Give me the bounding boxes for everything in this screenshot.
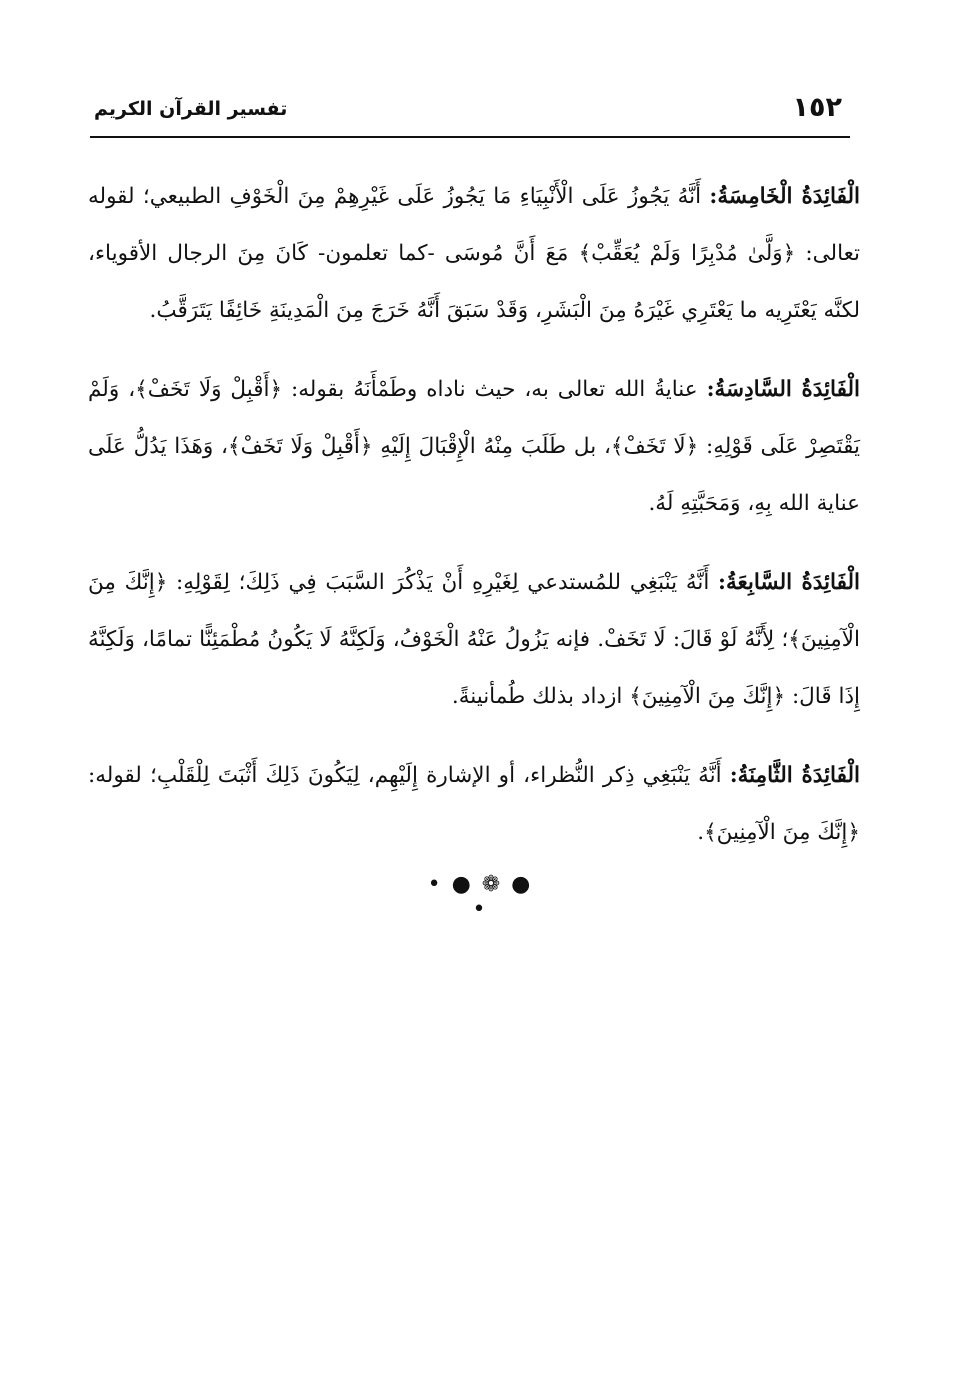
paragraph-seventh-benefit — [88, 554, 860, 725]
page-number: ١٥٢ — [792, 92, 842, 123]
paragraph-body: عنايةُ الله تعالى به، حيث ناداه وطَمْأَنَهُ بقوله: ﴿أَقْبِلْ وَلَا تَخَفْ﴾، وَلَمْ يَقْتَصِرْ عَلَى قَوْلِهِ: ﴿لَا تَخَفْ﴾، بل طَلَبَ مِنْهُ الْإِقْبَالَ إِلَيْهِ ﴿أَقْبِلْ وَلَا تَخَفْ﴾، وَهَذَا يَدُلُّ عَلَى عناية الله بِهِ، وَمَحَبَّتِهِ لَهُ. — [88, 377, 860, 516]
section-end-ornament: • ● ❁ ● • — [427, 872, 533, 922]
header-rule — [90, 136, 850, 138]
paragraph-sixth-benefit — [88, 361, 860, 532]
page-content — [88, 168, 860, 883]
running-title: تفسير القرآن الكريم — [94, 98, 288, 120]
paragraph-heading: الْفَائِدَةُ السَّادِسَةُ: — [706, 377, 860, 402]
paragraph-fifth-benefit — [88, 168, 860, 339]
paragraph-heading: الْفَائِدَةُ الثَّامِنَةُ: — [729, 763, 861, 788]
paragraph-eighth-benefit — [88, 747, 860, 861]
paragraph-body: أَنَّهُ يَنْبَغِي ذِكر النُّظراء، أو الإشارة إِلَيْهِم، لِيَكُونَ ذَلِكَ أَثْبَتَ لِلْقَلْبِ؛ لقوله: ﴿إِنَّكَ مِنَ الْآمِنِينَ﴾. — [88, 763, 860, 845]
paragraph-heading: الْفَائِدَةُ الْخَامِسَةُ: — [709, 184, 860, 209]
paragraph-body: أَنَّهُ يَجُوزُ عَلَى الْأَنْبِيَاءِ مَا يَجُوزُ عَلَى غَيْرِهِمْ مِنَ الْخَوْفِ الطبيعي؛ لقوله تعالى: ﴿وَلَّىٰ مُدْبِرًا وَلَمْ يُعَقِّبْ﴾ مَعَ أَنَّ مُوسَى -كما تعلمون- كَانَ مِنَ الرجال الأقوياء، لكنَّه يَعْتَرِيه ما يَعْتَرِي غَيْرَهُ مِنَ الْبَشَرِ، وَقَدْ سَبَقَ أَنَّهُ خَرَجَ مِنَ الْمَدِينَةِ خَائِفًا يَتَرَقَّبُ. — [88, 184, 860, 323]
paragraph-heading: الْفَائِدَةُ السَّابِعَةُ: — [718, 570, 860, 595]
paragraph-body: أَنَّهُ يَنْبَغِي للمُستدعي لِغَيْرِهِ أَنْ يَذْكُرَ السَّبَبَ فِي ذَلِكَ؛ لِقَوْلِهِ: ﴿إِنَّكَ مِنَ الْآمِنِينَ﴾؛ لِأَنَّهُ لَوْ قَالَ: لَا تَخَفْ. فإنه يَزُولُ عَنْهُ الْخَوْفُ، وَلَكِنَّهُ لَا يَكُونُ مُطْمَئِنًّا تمامًا، وَلَكِنَّهُ إِذَا قَالَ: ﴿إِنَّكَ مِنَ الْآمِنِينَ﴾ ازداد بذلك طُمأنينةً. — [88, 570, 860, 709]
page-header — [90, 88, 850, 140]
